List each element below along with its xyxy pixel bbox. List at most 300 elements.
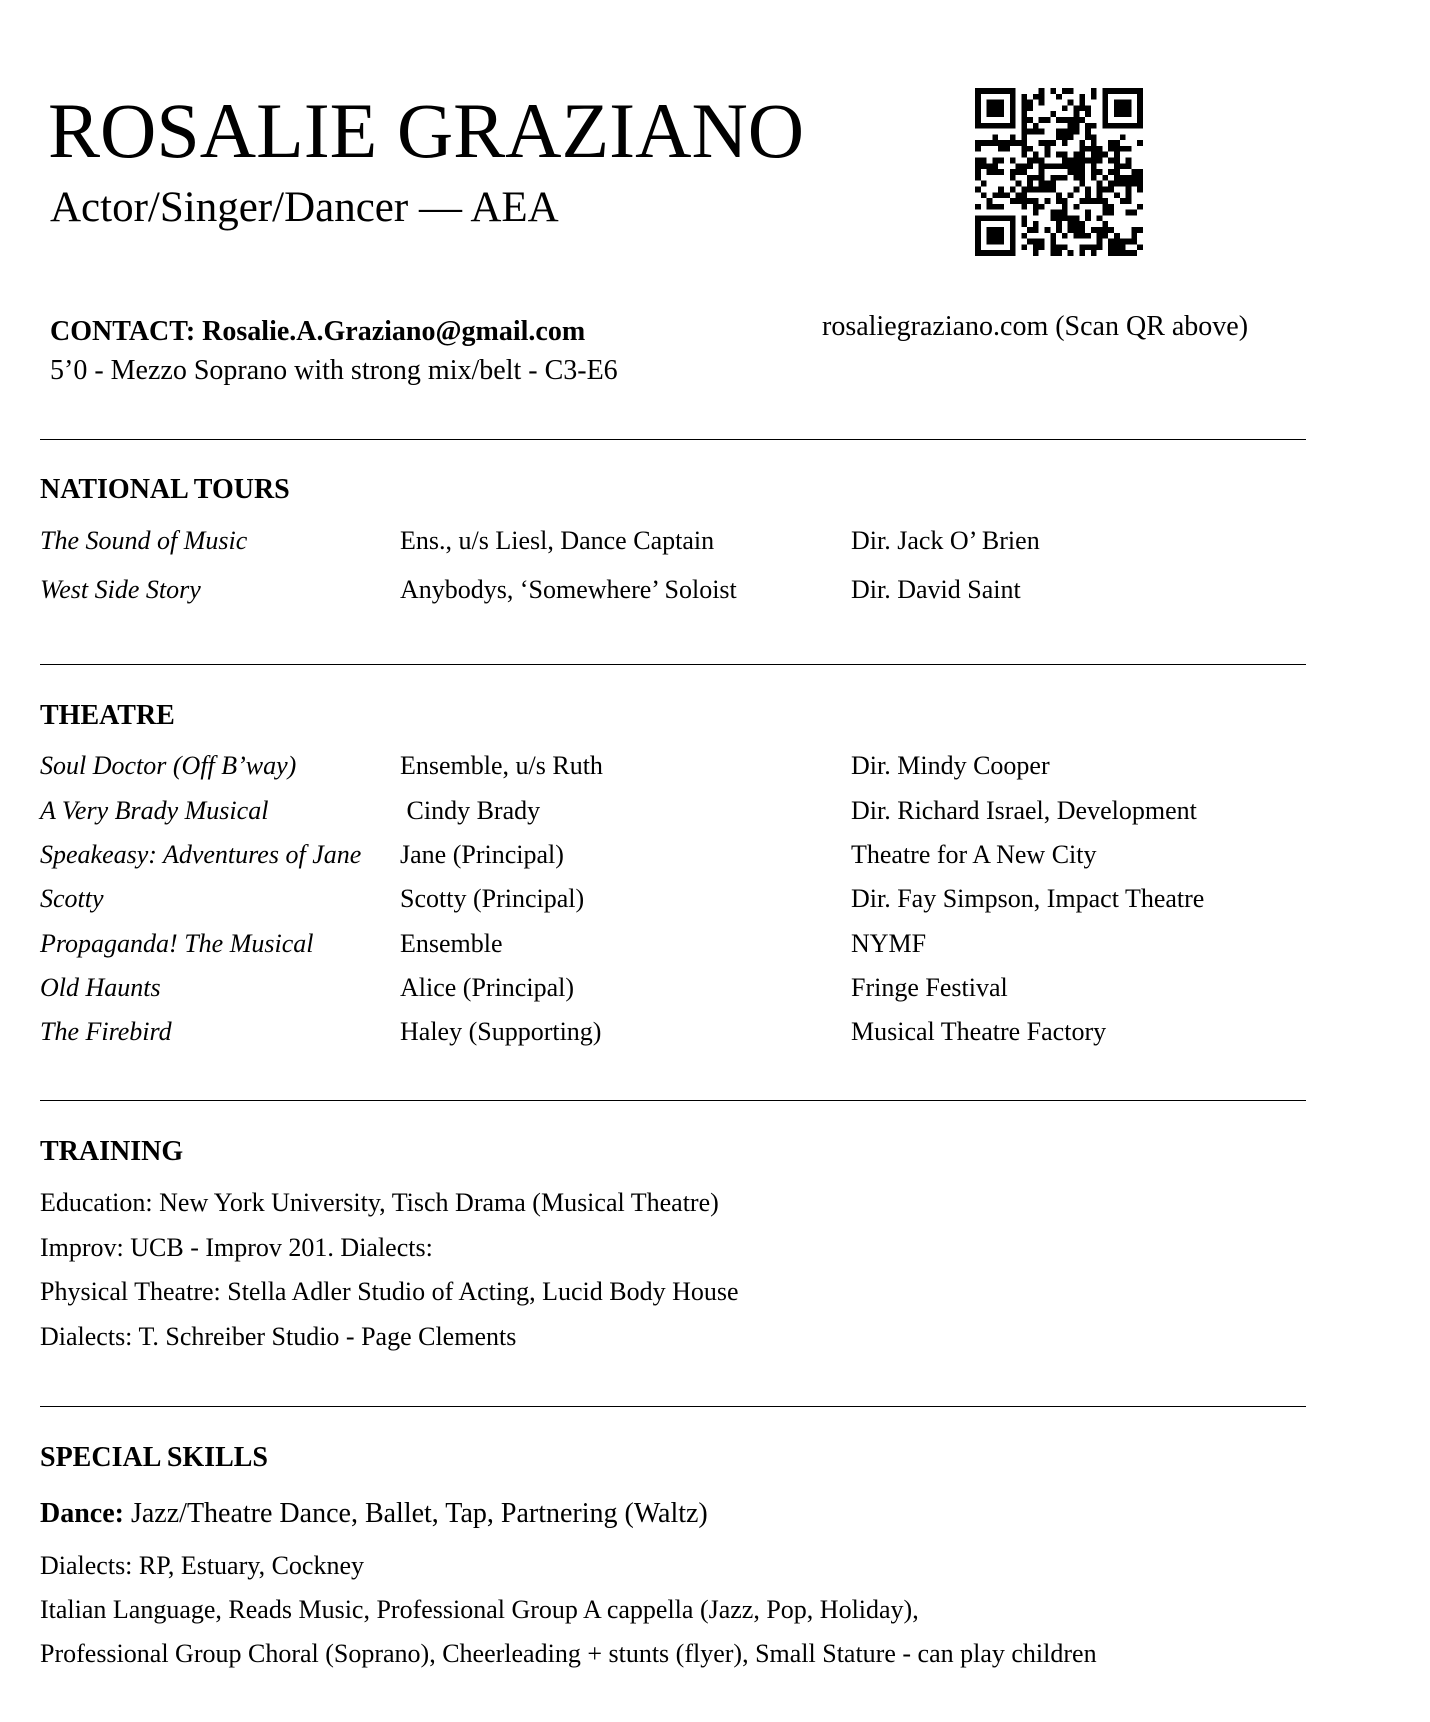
qr-module <box>1097 227 1103 233</box>
qr-module <box>1126 210 1132 216</box>
qr-module <box>1050 250 1056 256</box>
table-row <box>40 575 1306 615</box>
vocal-stats: 5’0 - Mezzo Soprano with strong mix/belt - C3-E6 <box>50 355 618 386</box>
role: Jane (Principal) <box>400 840 564 869</box>
qr-module <box>1091 94 1097 100</box>
qr-module <box>1114 100 1120 106</box>
qr-module <box>1050 175 1056 181</box>
qr-module <box>1068 192 1074 198</box>
qr-module <box>1126 239 1132 245</box>
qr-module <box>981 163 987 169</box>
qr-module <box>1102 117 1108 123</box>
qr-module <box>1097 192 1103 198</box>
qr-module <box>987 233 993 239</box>
qr-module <box>1050 186 1056 192</box>
qr-module <box>1097 186 1103 192</box>
qr-module <box>1108 244 1114 250</box>
qr-module <box>1114 250 1120 256</box>
qr-module <box>1027 100 1033 106</box>
qr-module <box>1102 198 1108 204</box>
qr-module <box>1062 233 1068 239</box>
qr-module <box>1045 186 1051 192</box>
qr-module <box>1073 163 1079 169</box>
qr-module <box>1137 186 1143 192</box>
qr-module <box>1056 250 1062 256</box>
qr-module <box>1102 105 1108 111</box>
qr-module <box>1073 175 1079 181</box>
qr-module <box>987 140 993 146</box>
qr-module <box>1108 227 1114 233</box>
qr-module <box>1126 100 1132 106</box>
qr-module <box>1050 181 1056 187</box>
qr-module <box>1108 158 1114 164</box>
resume-subtitle: Actor/Singer/Dancer — AEA <box>50 184 559 231</box>
qr-module <box>1079 140 1085 146</box>
qr-module <box>1114 244 1120 250</box>
qr-module <box>1004 192 1010 198</box>
qr-module <box>1108 181 1114 187</box>
qr-module <box>1079 163 1085 169</box>
qr-module <box>1016 169 1022 175</box>
qr-module <box>1114 163 1120 169</box>
qr-module <box>1027 117 1033 123</box>
qr-code-icon[interactable] <box>975 88 1143 256</box>
contact-email[interactable]: CONTACT: Rosalie.A.Graziano@gmail.com <box>50 316 586 347</box>
qr-module <box>1126 105 1132 111</box>
qr-module <box>1033 129 1039 135</box>
qr-module <box>998 186 1004 192</box>
qr-module <box>1091 163 1097 169</box>
credit: NYMF <box>851 929 927 958</box>
qr-module <box>1091 158 1097 164</box>
qr-module <box>992 239 998 245</box>
qr-module <box>1079 175 1085 181</box>
qr-module <box>992 111 998 117</box>
qr-module <box>1091 227 1097 233</box>
qr-module <box>1039 100 1045 106</box>
divider <box>40 1406 1306 1407</box>
qr-module <box>1062 105 1068 111</box>
credit: Musical Theatre Factory <box>851 1017 1107 1046</box>
qr-module <box>1021 111 1027 117</box>
qr-module <box>1056 221 1062 227</box>
qr-module <box>1004 88 1010 94</box>
qr-module <box>1010 111 1016 117</box>
qr-module <box>1027 163 1033 169</box>
qr-module <box>1021 123 1027 129</box>
qr-module <box>1027 129 1033 135</box>
qr-module <box>1131 88 1137 94</box>
qr-module <box>1091 134 1097 140</box>
qr-module <box>1062 134 1068 140</box>
qr-module <box>975 227 981 233</box>
qr-module <box>1120 239 1126 245</box>
qr-module <box>975 204 981 210</box>
qr-module <box>1131 123 1137 129</box>
training-line: Improv: UCB - Improv 201. Dialects: <box>40 1233 433 1262</box>
qr-module <box>1010 221 1016 227</box>
qr-module <box>1010 244 1016 250</box>
qr-module <box>1068 88 1074 94</box>
qr-module <box>1126 198 1132 204</box>
qr-module <box>1120 163 1126 169</box>
section-heading-special-skills: SPECIAL SKILLS <box>40 1442 268 1473</box>
role: Haley (Supporting) <box>400 1017 602 1046</box>
qr-module <box>992 100 998 106</box>
qr-module <box>1068 129 1074 135</box>
qr-module <box>1102 204 1108 210</box>
qr-module <box>1010 239 1016 245</box>
qr-module <box>987 163 993 169</box>
qr-module <box>1033 186 1039 192</box>
qr-module <box>1062 215 1068 221</box>
qr-module <box>1102 210 1108 216</box>
qr-module <box>975 175 981 181</box>
qr-module <box>1137 94 1143 100</box>
qr-module <box>975 140 981 146</box>
qr-module <box>1039 88 1045 94</box>
qr-module <box>1073 169 1079 175</box>
qr-module <box>1056 163 1062 169</box>
qr-module <box>1126 163 1132 169</box>
qr-module <box>1010 175 1016 181</box>
qr-module <box>998 227 1004 233</box>
qr-module <box>1045 117 1051 123</box>
qr-module <box>1102 100 1108 106</box>
qr-module <box>1056 227 1062 233</box>
qr-module <box>975 215 981 221</box>
qr-module <box>1126 186 1132 192</box>
qr-module <box>998 140 1004 146</box>
qr-module <box>975 169 981 175</box>
qr-module <box>1102 152 1108 158</box>
table-row <box>40 884 1306 924</box>
qr-module <box>1120 100 1126 106</box>
qr-module <box>1114 152 1120 158</box>
qr-module <box>1126 175 1132 181</box>
qr-module <box>1131 169 1137 175</box>
qr-module <box>1068 250 1074 256</box>
qr-module <box>1027 186 1033 192</box>
qr-module <box>1073 129 1079 135</box>
qr-module <box>1056 210 1062 216</box>
qr-module <box>987 88 993 94</box>
qr-module <box>1039 158 1045 164</box>
qr-module <box>1033 210 1039 216</box>
qr-module <box>1102 94 1108 100</box>
qr-module <box>1102 123 1108 129</box>
qr-module <box>1021 134 1027 140</box>
qr-module <box>1091 140 1097 146</box>
qr-module <box>1114 111 1120 117</box>
qr-module <box>1085 198 1091 204</box>
qr-module <box>1027 227 1033 233</box>
qr-module <box>1091 146 1097 152</box>
qr-module <box>1097 233 1103 239</box>
qr-module <box>1062 198 1068 204</box>
qr-module <box>1027 158 1033 164</box>
show-title: A Very Brady Musical <box>40 796 269 825</box>
table-row <box>40 929 1306 969</box>
table-row <box>40 751 1306 791</box>
qr-module <box>975 88 981 94</box>
qr-module <box>975 105 981 111</box>
qr-module <box>1021 233 1027 239</box>
qr-module <box>1137 204 1143 210</box>
qr-module <box>1126 88 1132 94</box>
qr-module <box>1120 198 1126 204</box>
qr-module <box>1091 88 1097 94</box>
qr-module <box>1021 221 1027 227</box>
training-line: Education: New York University, Tisch Drama (Musical Theatre) <box>40 1188 719 1217</box>
qr-module <box>1085 215 1091 221</box>
qr-module <box>1102 88 1108 94</box>
qr-module <box>1079 117 1085 123</box>
qr-module <box>1004 140 1010 146</box>
qr-module <box>998 233 1004 239</box>
qr-module <box>1097 244 1103 250</box>
qr-module <box>1056 129 1062 135</box>
qr-module <box>1068 158 1074 164</box>
skills-line: Professional Group Choral (Soprano), Cheerleading + stunts (flyer), Small Stature - can play children <box>40 1639 1097 1668</box>
qr-module <box>987 227 993 233</box>
qr-module <box>1097 158 1103 164</box>
qr-module <box>1010 88 1016 94</box>
qr-module <box>1016 192 1022 198</box>
qr-module <box>1010 169 1016 175</box>
website-link[interactable]: rosaliegraziano.com (Scan QR above) <box>822 311 1249 342</box>
qr-module <box>1039 204 1045 210</box>
qr-module <box>1010 186 1016 192</box>
qr-module <box>1102 221 1108 227</box>
qr-module <box>1027 175 1033 181</box>
show-title: The Firebird <box>40 1017 172 1046</box>
qr-module <box>1068 163 1074 169</box>
qr-module <box>1108 210 1114 216</box>
qr-module <box>1085 129 1091 135</box>
qr-module <box>1131 250 1137 256</box>
qr-module <box>1091 152 1097 158</box>
qr-module <box>1085 192 1091 198</box>
qr-module <box>1137 244 1143 250</box>
qr-module <box>987 111 993 117</box>
qr-module <box>1039 181 1045 187</box>
qr-module <box>1045 181 1051 187</box>
qr-module <box>992 134 998 140</box>
qr-module <box>975 111 981 117</box>
training-line: Physical Theatre: Stella Adler Studio of Acting, Lucid Body House <box>40 1277 739 1306</box>
qr-module <box>1120 123 1126 129</box>
qr-module <box>1120 88 1126 94</box>
qr-module <box>1027 105 1033 111</box>
qr-module <box>987 215 993 221</box>
qr-module <box>992 163 998 169</box>
qr-module <box>987 250 993 256</box>
qr-module <box>1085 105 1091 111</box>
qr-module <box>1137 123 1143 129</box>
skills-line: Italian Language, Reads Music, Professional Group A cappella (Jazz, Pop, Holiday), <box>40 1595 919 1624</box>
qr-module <box>1068 100 1074 106</box>
qr-module <box>1010 105 1016 111</box>
qr-module <box>992 140 998 146</box>
qr-module <box>1050 215 1056 221</box>
qr-module <box>1114 169 1120 175</box>
qr-module <box>1073 117 1079 123</box>
qr-module <box>1079 244 1085 250</box>
qr-module <box>1021 244 1027 250</box>
qr-module <box>1056 134 1062 140</box>
qr-module <box>1033 227 1039 233</box>
section-heading-national-tours: NATIONAL TOURS <box>40 474 290 505</box>
qr-module <box>1108 239 1114 245</box>
qr-module <box>1097 152 1103 158</box>
qr-module <box>1039 244 1045 250</box>
training-line: Dialects: T. Schreiber Studio - Page Clements <box>40 1322 517 1351</box>
qr-module <box>1131 210 1137 216</box>
qr-module <box>1102 186 1108 192</box>
qr-module <box>1085 210 1091 216</box>
qr-module <box>1021 192 1027 198</box>
qr-module <box>992 204 998 210</box>
qr-module <box>1114 158 1120 164</box>
qr-module <box>1050 163 1056 169</box>
show-title: Propaganda! The Musical <box>40 929 314 958</box>
skills-line: Dialects: RP, Estuary, Cockney <box>40 1551 364 1580</box>
qr-module <box>1056 198 1062 204</box>
qr-module <box>998 250 1004 256</box>
qr-module <box>1108 169 1114 175</box>
qr-module <box>1010 100 1016 106</box>
qr-module <box>1091 244 1097 250</box>
qr-module <box>1021 186 1027 192</box>
divider <box>40 664 1306 665</box>
qr-module <box>1137 227 1143 233</box>
qr-module <box>1114 146 1120 152</box>
qr-module <box>1004 215 1010 221</box>
qr-module <box>992 227 998 233</box>
qr-module <box>1010 233 1016 239</box>
qr-module <box>1137 140 1143 146</box>
qr-module <box>975 221 981 227</box>
qr-module <box>1073 204 1079 210</box>
table-row <box>40 796 1306 836</box>
qr-module <box>1068 215 1074 221</box>
qr-module <box>1010 140 1016 146</box>
qr-module <box>987 105 993 111</box>
show-title: Scotty <box>40 884 104 913</box>
qr-module <box>1033 198 1039 204</box>
qr-module <box>1021 198 1027 204</box>
qr-module <box>975 146 981 152</box>
credit: Dir. Richard Israel, Development <box>851 796 1197 825</box>
qr-module <box>1033 244 1039 250</box>
qr-module <box>1108 204 1114 210</box>
qr-module <box>1131 181 1137 187</box>
qr-module <box>1108 88 1114 94</box>
qr-module <box>1097 198 1103 204</box>
qr-module <box>1108 146 1114 152</box>
qr-module <box>1016 181 1022 187</box>
credit: Fringe Festival <box>851 973 1008 1002</box>
qr-module <box>1045 163 1051 169</box>
qr-module <box>981 250 987 256</box>
qr-module <box>1137 117 1143 123</box>
qr-module <box>1068 169 1074 175</box>
qr-module <box>1131 175 1137 181</box>
qr-module <box>1114 175 1120 181</box>
qr-module <box>1039 163 1045 169</box>
qr-module <box>1062 152 1068 158</box>
credit: Dir. Fay Simpson, Impact Theatre <box>851 884 1205 913</box>
qr-module <box>1079 158 1085 164</box>
qr-module <box>1016 198 1022 204</box>
qr-module <box>1079 227 1085 233</box>
qr-module <box>1120 134 1126 140</box>
qr-module <box>1126 181 1132 187</box>
qr-module <box>998 105 1004 111</box>
qr-module <box>1097 146 1103 152</box>
qr-module <box>1039 129 1045 135</box>
qr-module <box>987 123 993 129</box>
qr-module <box>1114 233 1120 239</box>
qr-module <box>1056 192 1062 198</box>
qr-module <box>1021 204 1027 210</box>
qr-module <box>1050 88 1056 94</box>
qr-module <box>1027 181 1033 187</box>
show-title: Soul Doctor (Off B’way) <box>40 751 297 780</box>
dance-skills <box>40 1498 708 1530</box>
qr-module <box>1010 158 1016 164</box>
qr-module <box>975 250 981 256</box>
qr-module <box>1102 227 1108 233</box>
qr-module <box>1027 198 1033 204</box>
qr-module <box>1039 169 1045 175</box>
qr-module <box>1056 94 1062 100</box>
qr-module <box>1010 215 1016 221</box>
qr-module <box>1137 169 1143 175</box>
qr-module <box>992 123 998 129</box>
qr-module <box>1004 250 1010 256</box>
qr-module <box>1085 111 1091 117</box>
role: Alice (Principal) <box>400 973 574 1002</box>
qr-module <box>998 192 1004 198</box>
qr-module <box>1126 158 1132 164</box>
qr-module <box>975 244 981 250</box>
qr-module <box>1085 186 1091 192</box>
qr-module <box>1050 111 1056 117</box>
qr-module <box>1114 181 1120 187</box>
qr-module <box>1045 198 1051 204</box>
qr-module <box>1021 140 1027 146</box>
qr-module <box>1120 146 1126 152</box>
qr-module <box>1108 250 1114 256</box>
qr-module <box>1097 181 1103 187</box>
qr-module <box>1120 181 1126 187</box>
qr-module <box>1033 250 1039 256</box>
qr-module <box>1079 233 1085 239</box>
qr-module <box>1073 186 1079 192</box>
qr-module <box>1068 117 1074 123</box>
qr-module <box>1021 169 1027 175</box>
qr-module <box>1039 175 1045 181</box>
qr-module <box>1126 146 1132 152</box>
credit: Dir. David Saint <box>851 575 1021 604</box>
qr-module <box>1073 123 1079 129</box>
qr-module <box>1079 250 1085 256</box>
qr-module <box>1097 169 1103 175</box>
qr-module <box>998 204 1004 210</box>
section-heading-theatre: THEATRE <box>40 700 175 731</box>
